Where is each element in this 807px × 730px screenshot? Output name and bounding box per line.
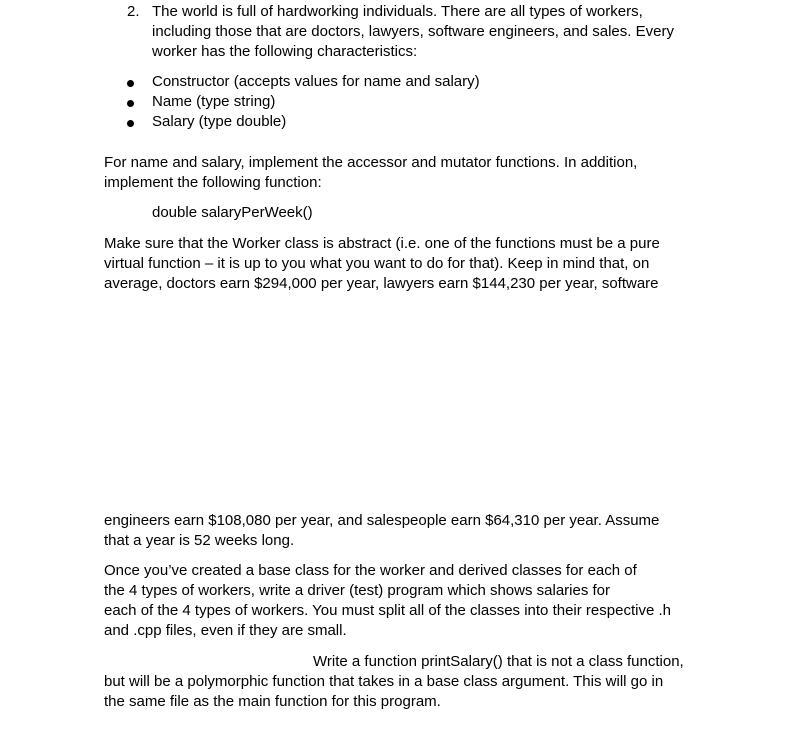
para4-line-2: the 4 types of workers, write a driver (test) program which shows salaries for — [104, 582, 611, 599]
para4-line-4: and .cpp files, even if they are small. — [104, 622, 347, 639]
para5-line-1: Write a function printSalary() that is not a class function, — [313, 653, 684, 670]
bullet-item-name: Name (type string) — [152, 93, 276, 110]
para3-line-2: that a year is 52 weeks long. — [104, 532, 295, 549]
para2-line-1: Make sure that the Worker class is abstract (i.e. one of the functions must be a pure — [104, 235, 660, 252]
para4-line-1: Once you’ve created a base class for the worker and derived classes for each of — [104, 562, 637, 579]
bullet-dot-icon — [127, 100, 134, 107]
para2-line-2: virtual function – it is up to you what you want to do for that). Keep in mind that, on — [104, 255, 650, 272]
para2-line-3: average, doctors earn $294,000 per year, lawyers earn $144,230 per year, software — [104, 275, 659, 292]
bullet-item-salary: Salary (type double) — [152, 113, 287, 130]
bullet-dot-icon — [127, 120, 134, 127]
para5-line-3: the same file as the main function for this program. — [104, 693, 441, 710]
para4-line-3: each of the 4 types of workers. You must split all of the classes into their respective .h — [104, 602, 671, 619]
bullet-item-constructor: Constructor (accepts values for name and salary) — [152, 73, 480, 90]
para5-line-2: but will be a polymorphic function that takes in a base class argument. This will go in — [104, 673, 664, 690]
intro-line-1: The world is full of hardworking individuals. There are all types of workers, — [152, 3, 643, 20]
intro-line-3: worker has the following characteristics: — [152, 43, 418, 60]
question-number: 2. — [127, 3, 140, 20]
para3-line-1: engineers earn $108,080 per year, and salespeople earn $64,310 per year. Assume — [104, 512, 660, 529]
bullet-dot-icon — [127, 80, 134, 87]
para1-line-1: For name and salary, implement the accessor and mutator functions. In addition, — [104, 154, 638, 171]
function-signature: double salaryPerWeek() — [152, 204, 313, 221]
para1-line-2: implement the following function: — [104, 174, 322, 191]
intro-line-2: including those that are doctors, lawyers, software engineers, and sales. Every — [152, 23, 674, 40]
